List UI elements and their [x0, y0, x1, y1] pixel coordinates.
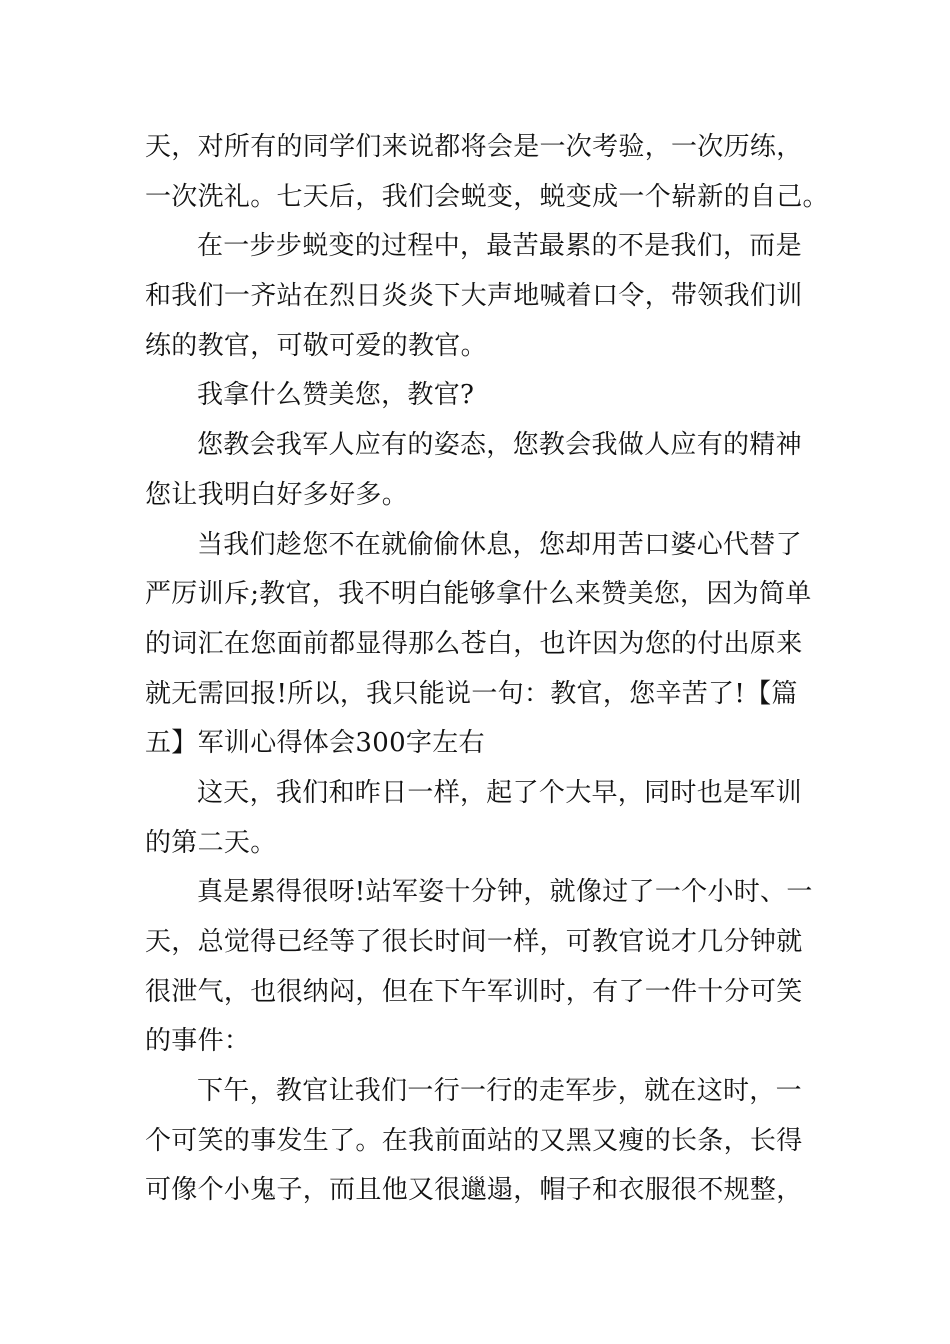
text-line: 我拿什么赞美您，教官?: [197, 380, 475, 411]
text-line: 下午，教官让我们一行一行的走军步，就在这时，一: [197, 1076, 802, 1107]
text-line: 这天，我们和昨日一样，起了个大早，同时也是军训: [197, 777, 802, 808]
text-line: 您教会我军人应有的姿态，您教会我做人应有的精神: [197, 430, 802, 461]
text-line: 天，总觉得已经等了很长时间一样，可教官说才几分钟就: [145, 927, 803, 957]
text-line: 您让我明白好多好多。: [145, 479, 409, 510]
text-line: 真是累得很呀!站军姿十分钟，就像过了一个小时、一: [197, 877, 813, 908]
text-line: 的词汇在您面前都显得那么苍白，也许因为您的付出原来: [145, 628, 803, 659]
text-line: 的事件：: [145, 1026, 251, 1057]
text-line: 严厉训斥;教官，我不明白能够拿什么来赞美您，因为简单: [145, 579, 812, 610]
text-line: 的第二天。: [145, 827, 277, 858]
text-line: 就无需回报!所以，我只能说一句：教官，您辛苦了!【篇: [145, 678, 798, 709]
document-body: [145, 123, 829, 1216]
text-line: 和我们一齐站在烈日炎炎下大声地喊着口令，带领我们训: [145, 281, 803, 312]
text-line: 可像个小鬼子，而且他又很邋遢，帽子和衣服很不规整，: [145, 1175, 803, 1206]
text-line: 个可笑的事发生了。在我前面站的又黑又瘦的长条，长得: [145, 1125, 803, 1156]
text-line: 在一步步蜕变的过程中，最苦最累的不是我们，而是: [197, 231, 802, 262]
text-line: 很泄气，也很纳闷，但在下午军训时，有了一件十分可笑: [145, 976, 803, 1007]
text-line: 当我们趁您不在就偷偷休息，您却用苦口婆心代替了: [197, 529, 802, 560]
text-line: 天，对所有的同学们来说都将会是一次考验，一次历练，: [145, 132, 803, 162]
text-line: 练的教官，可敬可爱的教官。: [145, 330, 487, 361]
text-line: 五】军训心得体会300字左右: [145, 728, 485, 759]
text-line: 一次洗礼。七天后，我们会蜕变，蜕变成一个崭新的自己。: [145, 181, 829, 212]
